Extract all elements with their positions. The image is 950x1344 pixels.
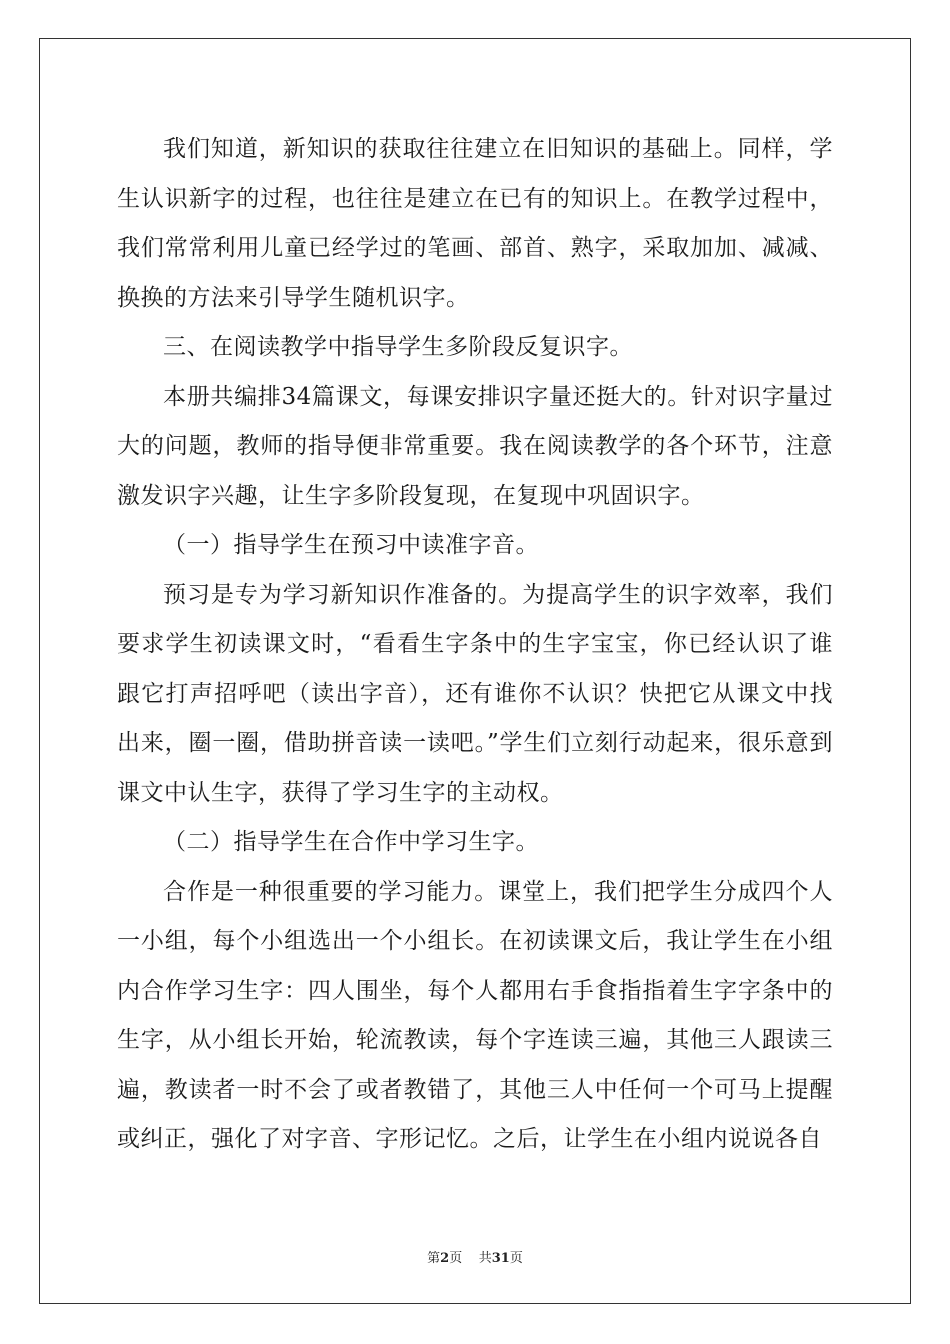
total-prefix: 共 [478,1251,492,1266]
document-body [117,125,833,1165]
page-unit: 页 [449,1251,463,1266]
subheading-2: （二）指导学生在合作中学习生字。 [163,829,539,855]
total-unit: 页 [509,1251,523,1266]
page-prefix: 第 [427,1251,441,1266]
page-footer [0,1247,950,1266]
subheading-1: （一）指导学生在预习中读准字音。 [163,532,539,558]
page-current: 2 [440,1251,450,1266]
paragraph-1: 我们知道，新知识的获取往往建立在旧知识的基础上。同样，学生认识新字的过程，也往往是建立在已有的知识上。在教学过程中，我们常常利用儿童已经学过的笔画、部首、熟字，采取加加、减减、换换的方法来引导学生随机识字。 [117,136,833,311]
page-total: 31 [491,1251,510,1266]
section-heading-3: 三、在阅读教学中指导学生多阶段反复识字。 [163,334,633,360]
paragraph-4: 合作是一种很重要的学习能力。课堂上，我们把学生分成四个人一小组，每个小组选出一个小组长。在初读课文后，我让学生在小组内合作学习生字：四人围坐，每个人都用右手食指指着生字字条中的生字，从小组长开始，轮流教读，每个字连读三遍，其他三人跟读三遍，教读者一时不会了或者教错了，其他三人中任何一个可马上提醒或纠正，强化了对字音、字形记忆。之后，让学生在小组内说说各自 [117,878,833,1152]
paragraph-3: 预习是专为学习新知识作准备的。为提高学生的识字效率，我们要求学生初读课文时，“看看生字条中的生字宝宝，你已经认识了谁跟它打声招呼吧（读出字音），还有谁你不认识？快把它从课文中找出来，圈一圈，借助拼音读一读吧。”学生们立刻行动起来，很乐意到课文中认生字，获得了学习生字的主动权。 [117,581,833,806]
paragraph-2: 本册共编排34篇课文，每课安排识字量还挺大的。针对识字量过大的问题，教师的指导便非常重要。我在阅读教学的各个环节，注意激发识字兴趣，让生字多阶段复现，在复现中巩固识字。 [117,383,833,509]
